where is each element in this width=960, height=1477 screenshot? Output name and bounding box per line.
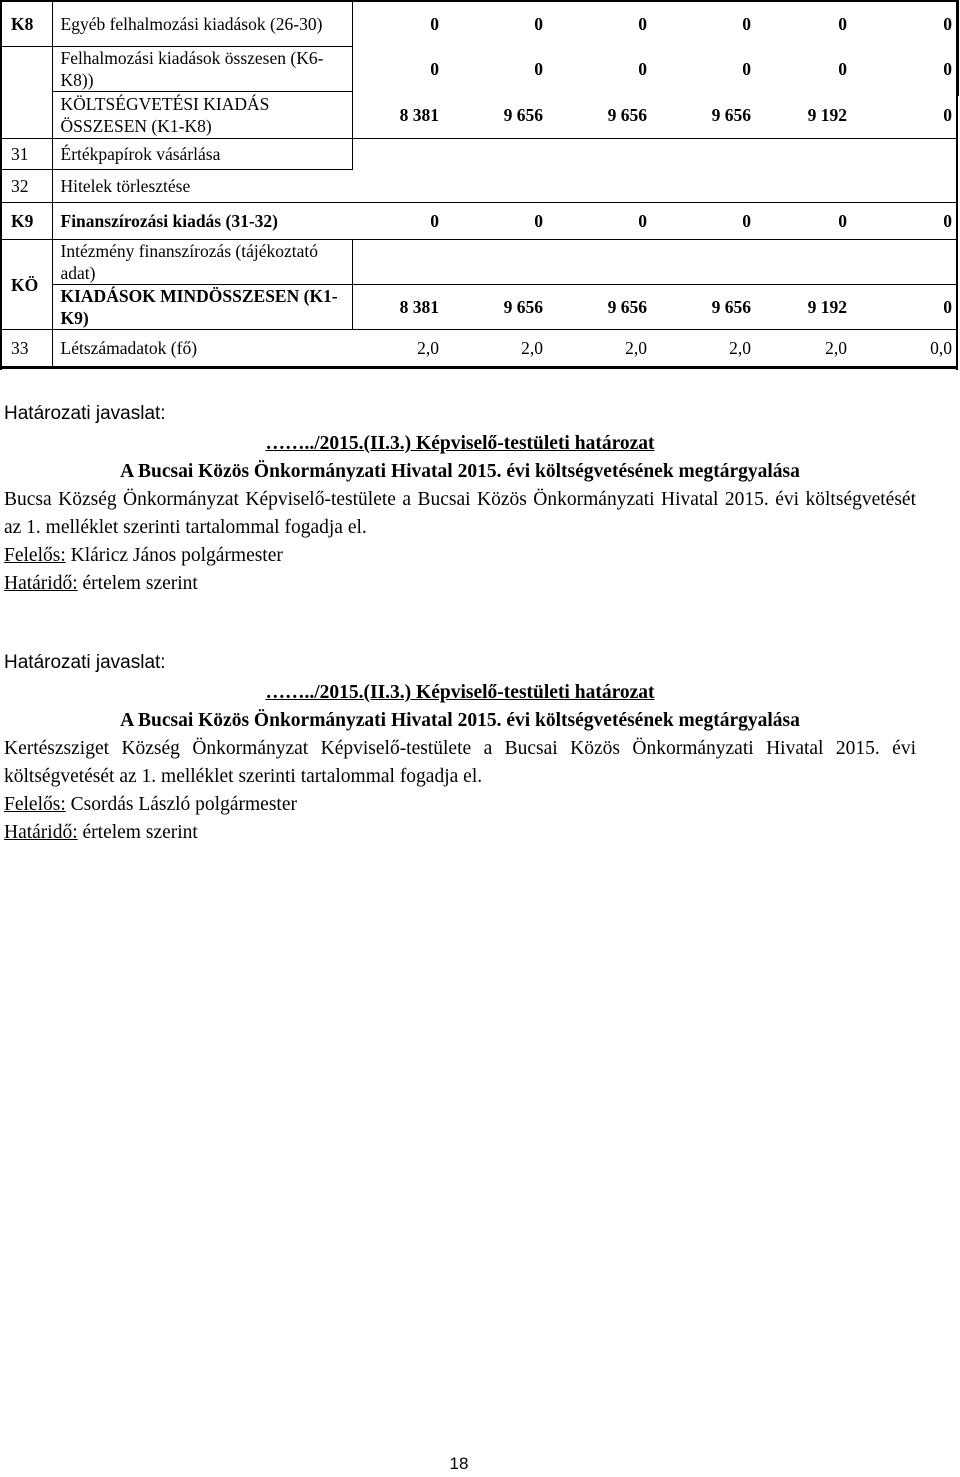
budget-table bbox=[0, 0, 958, 369]
row-code: 31 bbox=[0, 139, 52, 170]
responsible-line bbox=[4, 542, 916, 570]
resolution-subtitle: A Bucsai Közös Önkormányzati Hivatal 2015. évi költségvetésének megtárgyalása bbox=[120, 710, 800, 731]
cell-value: 9 656 bbox=[549, 285, 653, 330]
row-code bbox=[0, 47, 52, 92]
proposal-block bbox=[4, 400, 916, 598]
responsible-label: Felelős: bbox=[4, 545, 66, 566]
proposal-lead: Határozati javaslat: bbox=[4, 403, 166, 424]
cell-value: 0 bbox=[430, 59, 439, 79]
cell-value: 0 bbox=[534, 59, 543, 79]
table-row bbox=[0, 170, 958, 203]
table-right-border-lower bbox=[956, 96, 958, 370]
table-row bbox=[0, 285, 958, 330]
table-row bbox=[0, 203, 958, 240]
cell-value: 0 bbox=[838, 59, 847, 79]
cell-value: 2,0 bbox=[352, 330, 445, 368]
cell-value: 0 bbox=[853, 203, 958, 240]
row-code: KÖ bbox=[0, 240, 52, 330]
page-number: 18 bbox=[449, 1454, 469, 1473]
responsible-value: Csordás László polgármester bbox=[65, 794, 297, 815]
row-name: Egyéb felhalmozási kiadások (26-30) bbox=[52, 1, 352, 47]
cell-value: 9 656 bbox=[445, 92, 549, 139]
row-name: Intézmény finanszírozás (tájékoztató adat) bbox=[52, 240, 352, 285]
row-code bbox=[0, 92, 52, 139]
deadline-value: értelem szerint bbox=[77, 573, 198, 594]
cell-value: 0 bbox=[943, 59, 952, 79]
cell-value: 0 bbox=[757, 203, 853, 240]
cell-value: 2,0 bbox=[757, 330, 853, 368]
cell-value: 0 bbox=[445, 1, 549, 47]
cell-value: 0 bbox=[549, 1, 653, 47]
cell-empty bbox=[352, 170, 958, 203]
proposal-lead: Határozati javaslat: bbox=[4, 652, 166, 673]
responsible-label: Felelős: bbox=[4, 794, 66, 815]
cell-value: 0 bbox=[757, 1, 853, 47]
cell-value: 0 bbox=[653, 1, 757, 47]
cell-value: 0 bbox=[352, 1, 445, 47]
cell-value: 9 656 bbox=[549, 92, 653, 139]
cell-empty bbox=[352, 240, 958, 285]
cell-value: 8 381 bbox=[352, 92, 445, 139]
cell-value: 0 bbox=[352, 203, 445, 240]
table-row bbox=[0, 1, 958, 47]
table-row bbox=[0, 47, 958, 92]
table-row bbox=[0, 92, 958, 139]
deadline-line bbox=[4, 819, 916, 847]
row-name: Létszámadatok (fő) bbox=[52, 330, 352, 368]
deadline-label: Határidő: bbox=[4, 573, 78, 594]
row-name: Értékpapírok vásárlása bbox=[52, 139, 352, 170]
cell-empty bbox=[352, 139, 958, 170]
proposal-block bbox=[4, 649, 916, 847]
row-name: KIADÁSOK MINDÖSSZESEN (K1-K9) bbox=[52, 285, 352, 330]
row-name: Felhalmozási kiadások összesen (K6-K8)) bbox=[52, 47, 352, 92]
cell-value: 9 656 bbox=[653, 92, 757, 139]
cell-value: 0 bbox=[853, 92, 958, 139]
cell-value: 8 381 bbox=[352, 285, 445, 330]
cell-value: 0 bbox=[549, 203, 653, 240]
cell-value: 0 bbox=[742, 59, 751, 79]
table-row bbox=[0, 240, 958, 285]
cell-value: 0 bbox=[653, 203, 757, 240]
cell-value: 9 192 bbox=[757, 92, 853, 139]
responsible-value: Kláricz János polgármester bbox=[65, 545, 283, 566]
resolution-title: ……../2015.(II.3.) Képviselő-testületi határozat bbox=[265, 433, 655, 454]
cell-value: 0,0 bbox=[853, 330, 958, 368]
resolution-body: Bucsa Község Önkormányzat Képviselő-testülete a Bucsai Közös Önkormányzati Hivatal 2015. évi költségvetését az 1. melléklet szerinti tartalommal fogadja el. bbox=[4, 489, 916, 538]
cell-value: 2,0 bbox=[653, 330, 757, 368]
row-code: K8 bbox=[0, 1, 52, 47]
cell-value: 0 bbox=[445, 203, 549, 240]
cell-value: 2,0 bbox=[549, 330, 653, 368]
resolution-subtitle: A Bucsai Közös Önkormányzati Hivatal 2015. évi költségvetésének megtárgyalása bbox=[120, 461, 800, 482]
cell-value: 9 656 bbox=[445, 285, 549, 330]
resolution-body: Kertészsziget Község Önkormányzat Képviselő-testülete a Bucsai Közös Önkormányzati Hivatal 2015. évi költségvetését az 1. melléklet szerinti tartalommal fogadja el. bbox=[4, 738, 916, 787]
table-right-border bbox=[956, 0, 959, 96]
deadline-label: Határidő: bbox=[4, 822, 78, 843]
row-name: Finanszírozási kiadás (31-32) bbox=[52, 203, 352, 240]
cell-value: 9 656 bbox=[653, 285, 757, 330]
cell-value: 9 192 bbox=[757, 285, 853, 330]
cell-value: 2,0 bbox=[445, 330, 549, 368]
deadline-value: értelem szerint bbox=[77, 822, 198, 843]
row-code: 33 bbox=[0, 330, 52, 368]
table-row bbox=[0, 139, 958, 170]
responsible-line bbox=[4, 791, 916, 819]
row-code: K9 bbox=[0, 203, 52, 240]
row-name: Hitelek törlesztése bbox=[52, 170, 352, 203]
deadline-line bbox=[4, 570, 916, 598]
row-name: KÖLTSÉGVETÉSI KIADÁS ÖSSZESEN (K1-K8) bbox=[52, 92, 352, 139]
table-row bbox=[0, 330, 958, 368]
table-left-border bbox=[0, 0, 2, 370]
resolution-title: ……../2015.(II.3.) Képviselő-testületi határozat bbox=[265, 682, 655, 703]
cell-value: 0 bbox=[853, 1, 958, 47]
cell-value: 0 bbox=[638, 59, 647, 79]
row-code: 32 bbox=[0, 170, 52, 203]
cell-value: 0 bbox=[853, 285, 958, 330]
